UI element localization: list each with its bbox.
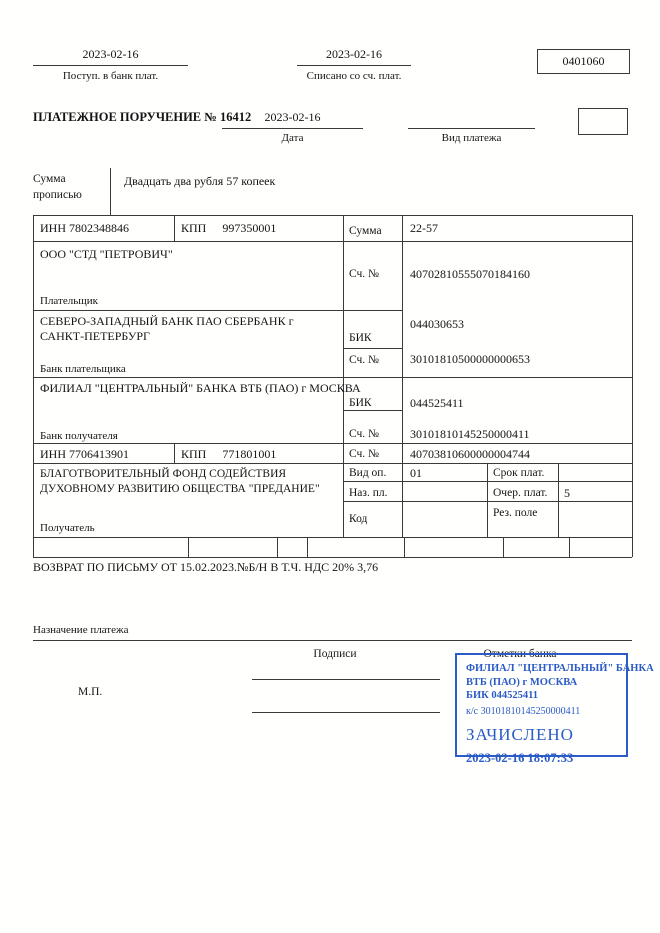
table-border <box>33 241 632 242</box>
payer-caption: Плательщик <box>40 295 98 307</box>
table-border <box>33 215 632 216</box>
payer-kpp-label: КПП <box>181 221 207 235</box>
stamp-corr-account: к/с 30101810145250000411 <box>466 705 581 717</box>
payee-kpp-label: КПП <box>181 447 207 461</box>
table-border <box>503 537 504 557</box>
sum-value: 22-57 <box>410 221 438 235</box>
bank-stamp <box>455 653 654 765</box>
payee-caption: Получатель <box>40 522 95 534</box>
table-border <box>569 537 570 557</box>
table-border <box>402 215 403 537</box>
srok-plat-label: Срок плат. <box>493 467 545 479</box>
stamp-datetime: 2023-02-16 18:07:33 <box>466 750 574 765</box>
payee-bank-bik: 044525411 <box>410 396 464 410</box>
stamp-status: ЗАЧИСЛЕНО <box>466 724 574 744</box>
document-date-value: 2023-02-16 <box>264 110 321 124</box>
table-border <box>33 215 34 557</box>
payee-account-label: Сч. № <box>349 448 380 460</box>
ocher-plat-label: Очер. плат. <box>493 487 548 499</box>
payer-inn: ИНН 7802348846 <box>40 221 129 235</box>
table-border <box>188 537 189 557</box>
ocher-plat-value: 5 <box>564 486 570 500</box>
payer-account: 40702810555070184160 <box>410 267 530 281</box>
received-date-underline <box>33 65 188 66</box>
table-border <box>33 557 632 558</box>
amount-words-label-line1: Сумма <box>33 173 66 185</box>
payee-bank-bik-label: БИК <box>349 397 372 409</box>
table-border <box>33 310 402 311</box>
payment-type-underline <box>408 128 535 129</box>
payer-kpp-value: 997350001 <box>222 221 277 235</box>
payer-bank-account-label: Сч. № <box>349 354 380 366</box>
sum-label: Сумма <box>349 225 382 237</box>
payee-kpp <box>181 447 276 461</box>
kod-label: Код <box>349 513 368 525</box>
table-border <box>174 443 175 463</box>
signature-line <box>252 679 440 680</box>
debited-date-underline <box>297 65 411 66</box>
table-border <box>277 537 278 557</box>
payee-bank-caption: Банк получателя <box>40 430 118 442</box>
form-code-box <box>537 49 630 74</box>
table-border <box>307 537 308 557</box>
vid-op-value: 01 <box>410 466 422 480</box>
payee-account: 40703810600000004744 <box>410 447 530 461</box>
table-border <box>558 463 559 537</box>
purpose-caption: Назначение платежа <box>33 624 129 636</box>
table-border <box>33 443 632 444</box>
purpose-underline <box>33 640 632 641</box>
signatures-label: Подписи <box>313 648 357 660</box>
table-border <box>404 537 405 557</box>
stamp-bank-name-line2: ВТБ (ПАО) г МОСКВА <box>466 676 578 688</box>
stamp-bik: БИК 044525411 <box>466 690 539 701</box>
payee-bank-account: 30101810145250000411 <box>410 427 530 441</box>
naz-pl-label: Наз. пл. <box>349 487 388 499</box>
document-title: ПЛАТЕЖНОЕ ПОРУЧЕНИЕ № 16412 <box>33 110 252 124</box>
payee-bank-account-label: Сч. № <box>349 428 380 440</box>
amount-words-value: Двадцать два рубля 57 копеек <box>124 174 276 188</box>
payee-inn: ИНН 7706413901 <box>40 447 129 461</box>
debited-date-value: 2023-02-16 <box>326 47 382 61</box>
amount-words-label-line2: прописью <box>33 189 82 201</box>
amount-words-divider <box>110 168 111 215</box>
table-border <box>487 463 488 537</box>
received-date-label: Поступ. в банк плат. <box>62 70 159 82</box>
table-border <box>33 463 632 464</box>
table-border <box>33 537 632 538</box>
payer-bank-account: 30101810500000000653 <box>410 352 530 366</box>
document-date-label: Дата <box>281 132 304 144</box>
document-date-underline <box>222 128 363 129</box>
rez-pole-label: Рез. поле <box>493 507 538 519</box>
table-border <box>343 348 402 349</box>
payer-bank-caption: Банк плательщика <box>40 363 126 375</box>
bank-marks-label: Отметки банка <box>483 648 557 660</box>
table-border <box>33 377 632 378</box>
vid-op-label: Вид оп. <box>349 467 387 479</box>
table-border <box>343 410 402 411</box>
payee-bank-name: ФИЛИАЛ "ЦЕНТРАЛЬНЫЙ" БАНКА ВТБ (ПАО) г МОСКВА <box>40 381 361 395</box>
payer-bank-bik: 044030653 <box>410 317 464 331</box>
payee-kpp-value: 771801001 <box>222 447 277 461</box>
payer-kpp <box>181 221 276 235</box>
payment-type-label: Вид платежа <box>441 132 502 144</box>
form-code-value: 0401060 <box>562 54 605 68</box>
mp-label: М.П. <box>78 686 103 698</box>
table-border <box>632 215 633 557</box>
debited-date-label: Списано со сч. плат. <box>306 70 402 82</box>
purpose-text: ВОЗВРАТ ПО ПИСЬМУ ОТ 15.02.2023.№Б/Н В Т.Ч. НДС 20% 3,76 <box>33 560 379 574</box>
received-date-value: 2023-02-16 <box>82 47 139 61</box>
payer-name: ООО "СТД "ПЕТРОВИЧ" <box>40 247 173 261</box>
payee-name: БЛАГОТВОРИТЕЛЬНЫЙ ФОНД СОДЕЙСТВИЯ ДУХОВНОМУ РАЗВИТИЮ ОБЩЕСТВА "ПРЕДАНИЕ" <box>40 468 320 495</box>
payer-bank-name: СЕВЕРО-ЗАПАДНЫЙ БАНК ПАО СБЕРБАНК г САНКТ-ПЕТЕРБУРГ <box>40 314 294 343</box>
payer-bank-bik-label: БИК <box>349 332 372 344</box>
payer-account-label: Сч. № <box>349 268 380 280</box>
stamp-bank-name-line1: ФИЛИАЛ "ЦЕНТРАЛЬНЫЙ" БАНКА <box>466 663 654 674</box>
signature-line <box>252 712 440 713</box>
payment-type-box <box>578 108 628 135</box>
table-border <box>174 215 175 241</box>
